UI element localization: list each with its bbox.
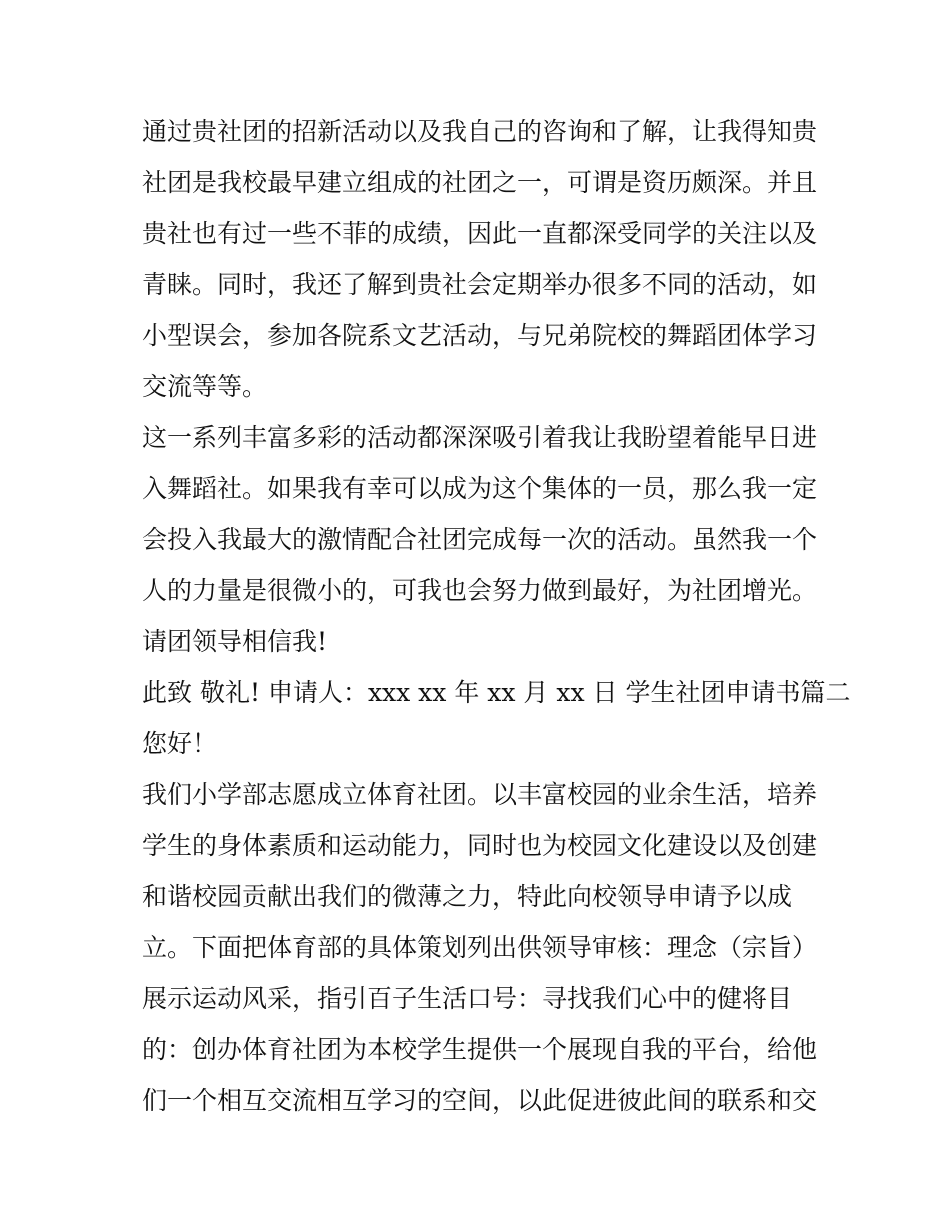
text-line: 此致 敬礼! 申请人：xxx xx 年 xx 月 xx 日 学生社团申请书篇二 [142, 678, 851, 707]
text-line: 学生的身体素质和运动能力，同时也为校园文化建设以及创建 [142, 831, 818, 860]
text-line: 交流等等。 [142, 372, 268, 401]
body-text [142, 106, 851, 1126]
text-line: 展示运动风采，指引百子生活口号：寻找我们心中的健将目 [142, 984, 793, 1013]
text-line: 贵社也有过一些不菲的成绩，因此一直都深受同学的关注以及 [142, 219, 818, 248]
text-line: 会投入我最大的激情配合社团完成每一次的活动。虽然我一个 [142, 525, 818, 554]
text-line: 您好！ [142, 729, 218, 758]
text-line: 入舞蹈社。如果我有幸可以成为这个集体的一员，那么我一定 [142, 474, 818, 503]
text-line: 们一个相互交流相互学习的空间，以此促进彼此间的联系和交 [142, 1086, 818, 1115]
text-line: 和谐校园贡献出我们的微薄之力，特此向校领导申请予以成 [142, 882, 793, 911]
text-line: 青睐。同时，我还了解到贵社会定期举办很多不同的活动，如 [142, 270, 818, 299]
text-line: 的：创办体育社团为本校学生提供一个展现自我的平台，给他 [142, 1035, 818, 1064]
text-line: 小型误会，参加各院系文艺活动，与兄弟院校的舞蹈团体学习 [142, 321, 818, 350]
text-line: 立。下面把体育部的具体策划列出供领导审核：理念（宗旨） [142, 933, 818, 962]
text-line: 通过贵社团的招新活动以及我自己的咨询和了解，让我得知贵 [142, 117, 818, 146]
text-line: 人的力量是很微小的，可我也会努力做到最好，为社团增光。 [142, 576, 818, 605]
text-line: 社团是我校最早建立组成的社团之一，可谓是资历颇深。并且 [142, 168, 818, 197]
text-line: 我们小学部志愿成立体育社团。以丰富校园的业余生活，培养 [142, 780, 818, 809]
text-line: 这一系列丰富多彩的活动都深深吸引着我让我盼望着能早日进 [142, 423, 818, 452]
text-line: 请团领导相信我! [142, 627, 328, 656]
